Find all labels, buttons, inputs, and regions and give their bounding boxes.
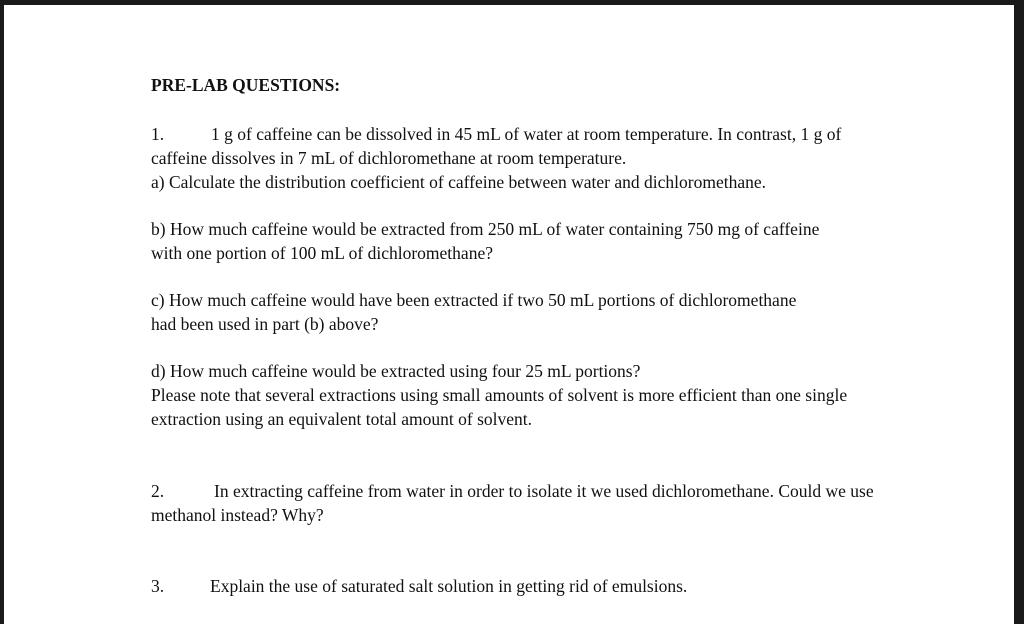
q1-part-a: a) Calculate the distribution coefficient of caffeine between water and dichloromethane.	[151, 172, 766, 192]
q2-text-line1: In extracting caffeine from water in order to isolate it we used dichloromethane. Could we use	[214, 481, 874, 501]
q2-number: 2.	[151, 481, 165, 501]
q1-note-line1: Please note that several extractions using small amounts of solvent is more efficient than one single	[151, 385, 848, 405]
q1-part-c-line1: c) How much caffeine would have been extracted if two 50 mL portions of dichloromethane	[151, 290, 797, 310]
q1-part-d: d) How much caffeine would be extracted using four 25 mL portions?	[151, 361, 641, 381]
q2-text-line2: methanol instead? Why?	[151, 505, 324, 525]
q1-number: 1.	[151, 124, 165, 144]
page-heading: PRE-LAB QUESTIONS:	[151, 75, 341, 95]
q1-text-line1: 1 g of caffeine can be dissolved in 45 mL of water at room temperature. In contrast, 1 g of	[211, 124, 842, 144]
q3-number: 3.	[151, 576, 165, 596]
q1-text-line2: caffeine dissolves in 7 mL of dichloromethane at room temperature.	[151, 148, 627, 168]
q1-part-c-line2: had been used in part (b) above?	[151, 314, 379, 334]
q3-text-line1: Explain the use of saturated salt solution in getting rid of emulsions.	[210, 576, 688, 596]
q1-part-b-line1: b) How much caffeine would be extracted from 250 mL of water containing 750 mg of caffeine	[151, 219, 820, 239]
q1-part-b-line2: with one portion of 100 mL of dichloromethane?	[151, 243, 493, 263]
q1-note-line2: extraction using an equivalent total amount of solvent.	[151, 409, 533, 429]
